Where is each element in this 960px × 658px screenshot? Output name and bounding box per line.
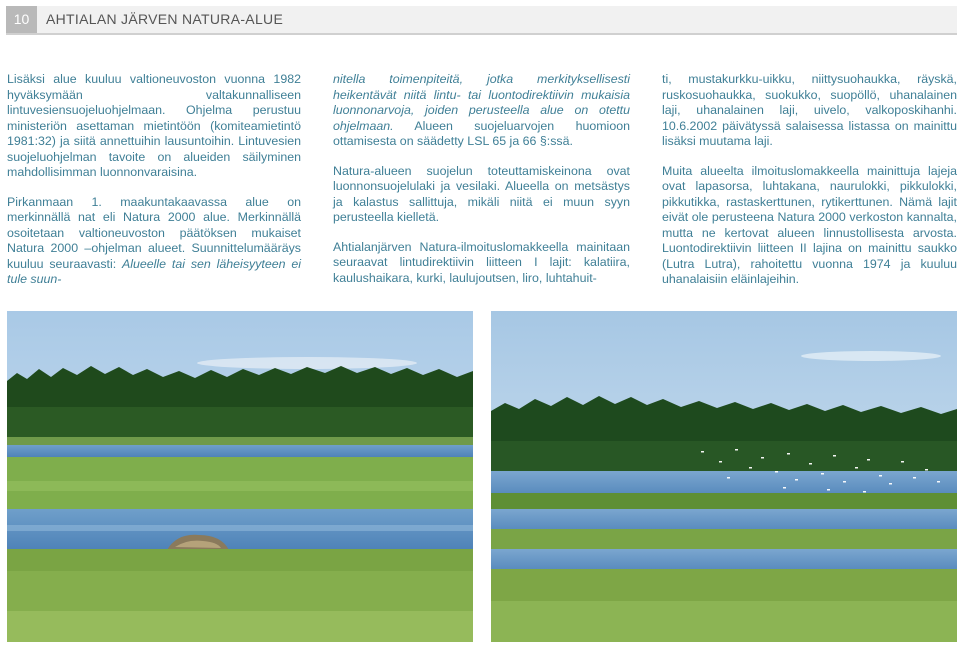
text-column-1 <box>7 72 301 302</box>
paragraph: Lisäksi alue kuuluu valtioneuvoston vuonna 1982 hyväksymään valtakunnalliseen lintuvesiensuojeluohjelmaan. Ohjelma perustuu ministeriön asettaman mietintöön (komiteamietintö 1981:32) ja siitä annettuihin lausuntoihin. Lintuvesien suojeluohjelman tavoite on alueiden säilyminen mahdollisimman luonnonvaraisina. <box>7 72 301 179</box>
quote-text: nitella toimenpiteitä, jotka merkityksellisesti heikentävät niitä lintu- tai luontodirektiivin mukaisia luonnonarvoja, joiden perusteella alue on otettu ohjelmaan. <box>333 72 630 133</box>
lake-birds-flock-photo <box>491 311 957 642</box>
page-number: 10 <box>6 6 37 33</box>
paragraph-text: Pirkanmaan 1. maakuntakaavassa alue on merkinnällä nat eli Natura 2000 alue. Merkinnällä osoitetaan valtioneuvoston päätöksen mukaiset Natura 2000 –ohjelman alueet. Suunnittelumääräys kuuluu seuraavasti: <box>7 194 301 271</box>
text-column-3 <box>662 72 957 302</box>
lake-meadow-rock-photo <box>7 311 473 642</box>
paragraph-text: Alueen suojeluarvojen huomioon ottamisesta on säädetty LSL 65 ja 66 §:ssä. <box>333 118 630 148</box>
paragraph: Natura-alueen suojelun toteuttamiskeinona ovat luonnonsuojelulaki ja vesilaki. Alueella on metsästys ja kalastus sallittuja, mikäli niitä ei muun syyn perusteella kielletä. <box>333 163 630 224</box>
chapter-title: AHTIALAN JÄRVEN NATURA-ALUE <box>46 11 284 27</box>
page-header <box>6 6 957 35</box>
paragraph <box>333 72 630 150</box>
paragraph: Muita alueelta ilmoituslomakkeella mainittuja lajeja ovat lapasorsa, luhtakana, naurulokki, pikkulokki, pikkutikka, rastaskerttunen, rytikerttunen. Nämä lajit eivät ole perusteena Natura 2000 verkoston kannalta, mutta ne kertovat alueen linnustollisesta arvosta. Luontodirektiivin liitteen II lajina on mainittu saukko (Lutra Lutra), rahoitettu vuonna 1974 ja kuuluu uhanalaisiin eläinlajeihin. <box>662 163 957 286</box>
paragraph <box>7 195 301 288</box>
paragraph: ti, mustakurkku-uikku, niittysuohaukka, räyskä, ruskosuohaukka, suokukko, suopöllö, uhanalainen laji, uhanalainen laji, uivelo, valkoposkihanhi. 10.6.2002 päivätyssä salaisessa listassa on mainittu lisäksi muutama laji. <box>662 72 957 148</box>
quote-text: Alueelle tai sen läheisyyteen ei tule suun- <box>7 256 301 286</box>
text-column-2 <box>333 72 630 300</box>
paragraph: Ahtialanjärven Natura-ilmoituslomakkeella mainitaan seuraavat lintudirektiivin liitteen I lajit: kalatiira, kaulushaikara, kurki, laulujoutsen, liro, luhtahuit- <box>333 239 630 285</box>
